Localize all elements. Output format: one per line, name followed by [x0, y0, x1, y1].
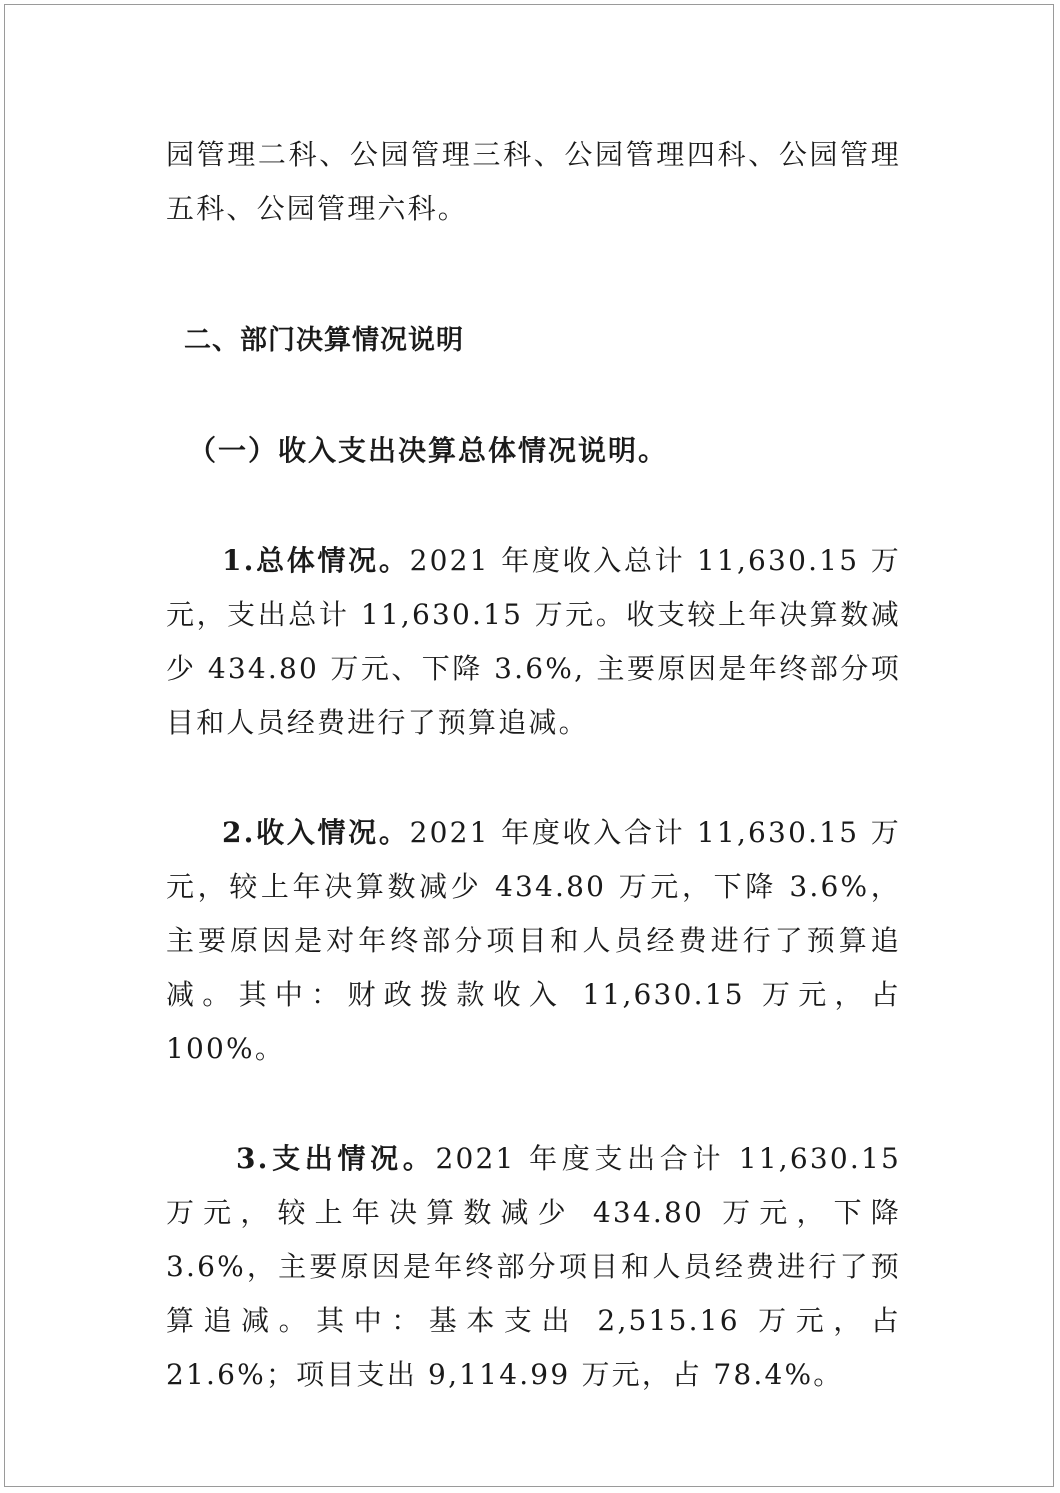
paragraph-lead: 3.支出情况。 — [236, 1142, 436, 1175]
paragraph-text: 2021 年度支出合计 11,630.15 万元，较上年决算数减少 434.80 万元，下降 3.6%，主要原因是年终部分项目和人员经费进行了预算追减。其中：基本支出 2,515.16 万元，占 21.6%；项目支出 9,114.99 万元，占 78.4%。 — [166, 1142, 901, 1391]
section-heading: 二、部门决算情况说明 — [184, 325, 464, 356]
sub-heading: （一）收入支出决算总体情况说明。 — [188, 434, 669, 467]
paragraph-lead: 2.收入情况。 — [222, 816, 410, 849]
paragraph-lead: 1.总体情况。 — [222, 544, 410, 577]
paragraph-expenditure — [166, 1132, 901, 1402]
paragraph-text: 2021 年度收入合计 11,630.15 万元，较上年决算数减少 434.80 万元，下降 3.6%，主要原因是对年终部分项目和人员经费进行了预算追减。其中：财政拨款收入 11,630.15 万元，占 100%。 — [166, 816, 902, 1065]
continuation-paragraph: 园管理二科、公园管理三科、公园管理四科、公园管理五科、公园管理六科。 — [166, 138, 901, 225]
paragraph-overall — [166, 534, 901, 750]
paragraph-text: 2021 年度收入总计 11,630.15 万元，支出总计 11,630.15 万元。收支较上年决算数减少 434.80 万元、下降 3.6%, 主要原因是年终部分项目和人员经费进行了预算追减。 — [166, 544, 902, 739]
paragraph-income — [166, 806, 901, 1076]
document-body — [166, 128, 901, 1458]
